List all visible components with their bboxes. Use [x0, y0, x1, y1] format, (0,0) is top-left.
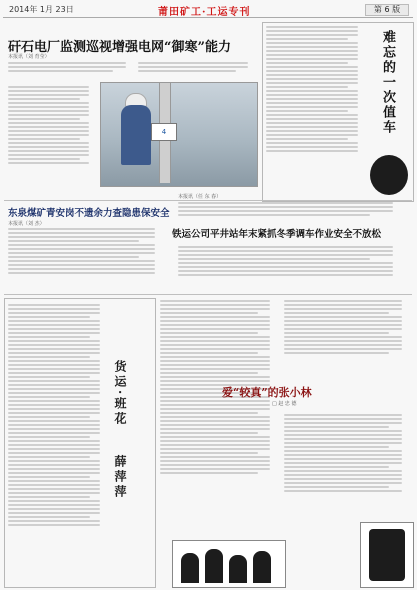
- bottom-right-byline: □ 赵 忠 德: [272, 401, 297, 407]
- right-lower-body-2: [284, 412, 412, 536]
- edition-number: 第 6 版: [365, 4, 409, 16]
- main-article-body: [8, 84, 96, 194]
- worker-figure: [121, 105, 151, 165]
- right-mid-headline: 铁运公司平井站年末紧抓冬季调车作业安全不放松: [172, 229, 382, 240]
- essay-illustration: [370, 155, 408, 195]
- right-mid-byline: 本报讯（任 东 春）: [178, 194, 222, 200]
- main-byline: 本报讯（刘 育莹）: [8, 54, 50, 60]
- masthead: [3, 3, 413, 18]
- left-mid-byline: 本报讯（刘 杰）: [8, 221, 45, 227]
- news-photo: [100, 82, 258, 187]
- essay-title: 难忘的一次值车: [380, 30, 395, 135]
- bottom-illustration-left: [172, 540, 286, 588]
- left-mid-body: [8, 226, 168, 288]
- essay-body: [266, 24, 366, 196]
- feature-body: [8, 302, 108, 582]
- right-mid-body: [178, 244, 412, 290]
- section-divider-2: [4, 294, 412, 295]
- main-article-lead: [8, 60, 136, 80]
- feature-title: 货运·班花: [113, 360, 127, 428]
- middle-body: [160, 298, 280, 536]
- feature-subject: 薛萍萍: [113, 455, 127, 500]
- bottom-right-headline: 爱“较真”的张小林: [222, 386, 312, 399]
- issue-date: 2014年 1月 23日: [9, 5, 74, 14]
- left-mid-headline: 东泉煤矿青安岗不遗余力查隐患保安全: [8, 208, 170, 219]
- main-article-lead-2: [138, 60, 258, 82]
- bottom-illustration-right: [360, 522, 414, 588]
- main-headline: 矸石电厂监测巡视增强电网“御寒”能力: [8, 40, 231, 55]
- pole-plate: 4: [151, 123, 177, 141]
- right-mid-lead: [178, 200, 412, 226]
- newspaper-logo: 莆田矿工·工运专刊: [158, 7, 251, 18]
